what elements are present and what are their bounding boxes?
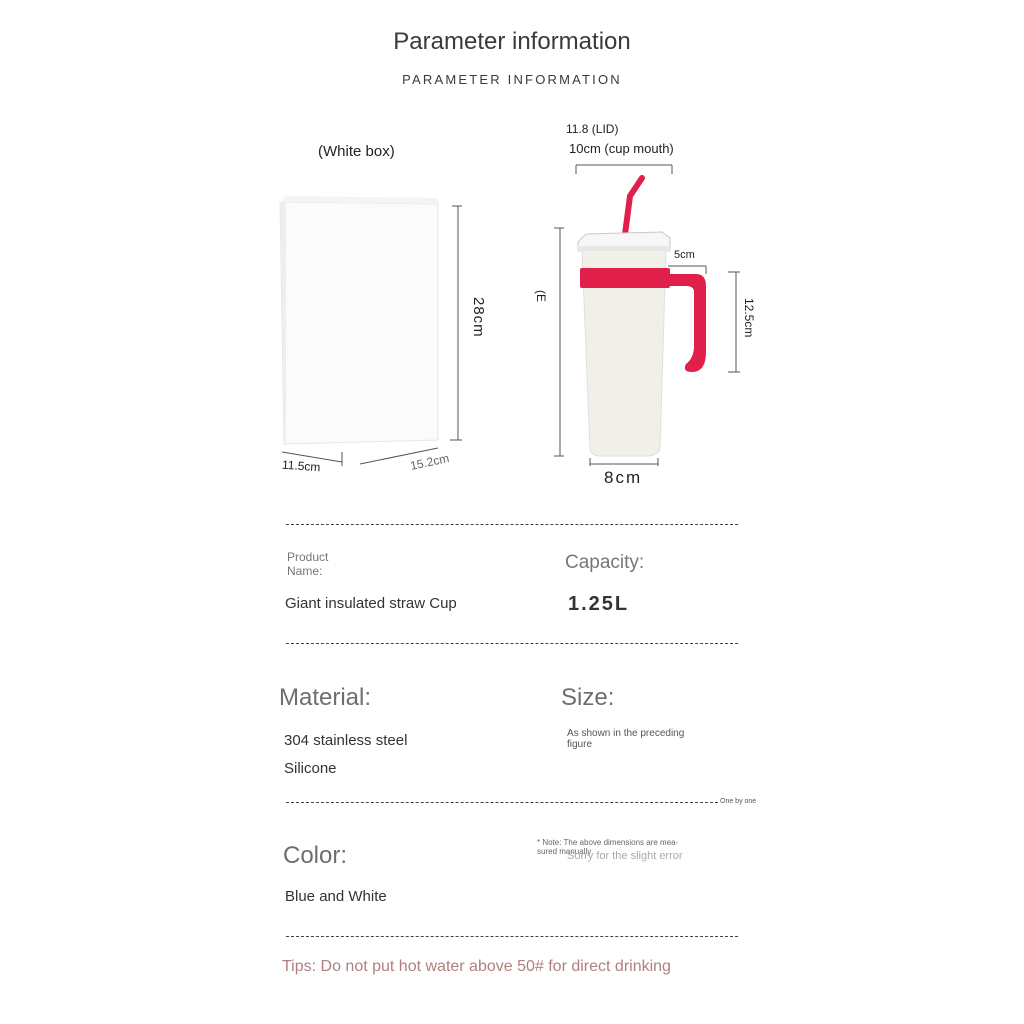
material-value-1: 304 stainless steel (284, 732, 408, 749)
capacity-value: 1.25L (568, 593, 630, 615)
mouth-label: 10cm (cup mouth) (569, 141, 674, 156)
tips-text: Tips: Do not put hot water above 50# for direct drinking (282, 958, 671, 975)
divider-3 (286, 802, 718, 803)
dimension-note: * Note: The above dimensions are mea- sured manually (537, 838, 679, 856)
material-label: Material: (279, 684, 372, 711)
divider-1 (286, 524, 738, 525)
cup-illustration (550, 160, 770, 480)
product-name-label: Product Name: (287, 550, 329, 578)
product-name-value: Giant insulated straw Cup (285, 595, 457, 612)
page-title: Parameter information (393, 28, 631, 55)
box-width-label: 11.5cm (281, 457, 321, 475)
handle-width-label: 5cm (674, 249, 695, 261)
slight-error-note: Sorry for the slight error (567, 850, 683, 862)
one-by-one-note: One by one (720, 798, 757, 805)
box-label: (White box) (318, 143, 395, 160)
box-depth-label: 15.2cm (408, 451, 451, 473)
divider-2 (286, 643, 738, 644)
lid-label: 11.8 (LID) (566, 122, 619, 136)
divider-4 (286, 936, 738, 937)
color-value: Blue and White (285, 888, 387, 905)
size-label: Size: (561, 684, 615, 711)
material-value-2: Silicone (284, 760, 337, 777)
base-width-label: 8cm (604, 468, 643, 487)
capacity-label: Capacity: (565, 552, 645, 573)
cup-height-label: (E (534, 290, 548, 302)
color-label: Color: (283, 842, 348, 869)
page-subtitle: PARAMETER INFORMATION (402, 72, 622, 87)
handle-height-label: 12.5cm (742, 298, 756, 338)
size-value: As shown in the preceding figure (567, 728, 685, 750)
box-height-label: 28cm (470, 297, 487, 338)
white-box-illustration (270, 190, 490, 480)
